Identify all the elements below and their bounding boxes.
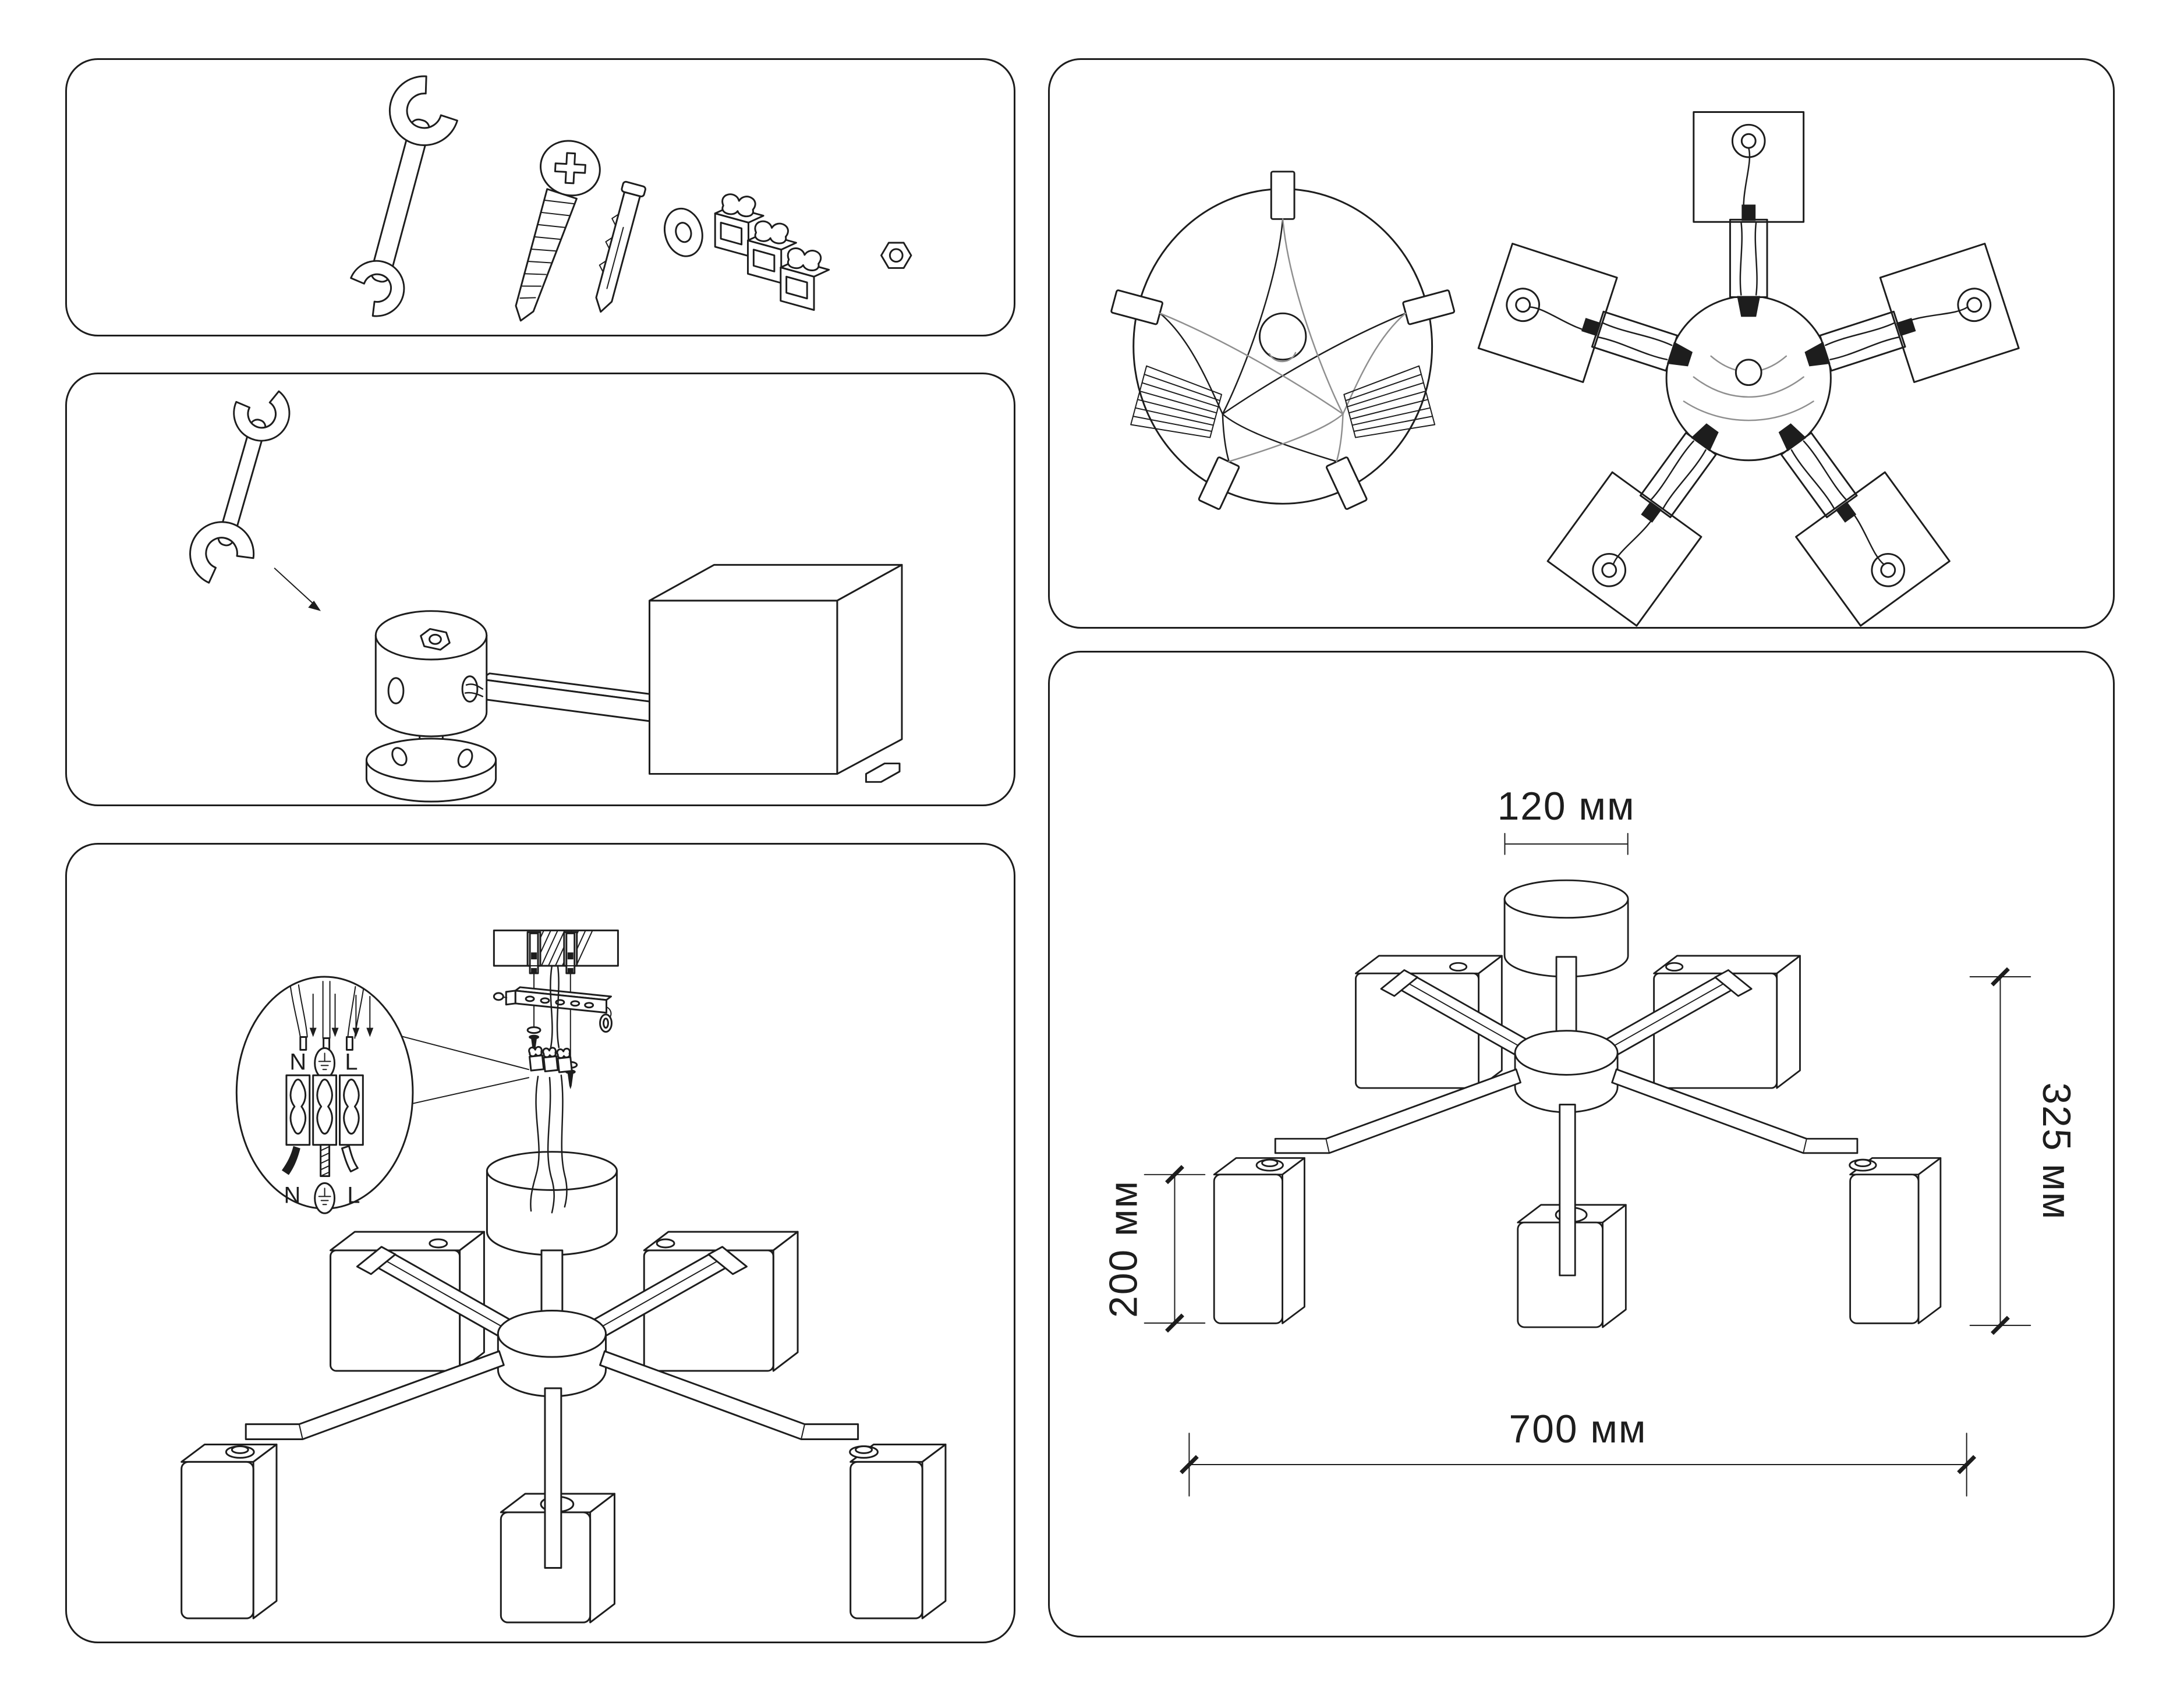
hub-cylinder-icon: [376, 611, 486, 736]
ground-symbol-bottom-icon: [315, 1183, 335, 1213]
screw-icon: [492, 133, 607, 330]
wire-routing-detail-circle: [1111, 172, 1454, 510]
hub-center-hole: [1259, 313, 1306, 360]
terminal-cells: [286, 1075, 363, 1144]
label-line-bottom: L: [347, 1182, 360, 1208]
dimension-fixture-height: [1970, 969, 2079, 1334]
ground-symbol-top-icon: [315, 1048, 335, 1078]
wrench-icon: [321, 61, 473, 329]
chandelier-illustration: [1214, 880, 1941, 1327]
dimension-fixture-height-label: 325 мм: [2034, 1082, 2079, 1221]
cube-shade-icon: [649, 565, 901, 782]
panel-hardware: [65, 58, 1015, 336]
dimensions-illustration: [1050, 653, 2113, 1636]
lamp-arm-icon: [480, 673, 664, 722]
wiring-detail-circle: [236, 977, 413, 1213]
wire-ground-hatched: [321, 1145, 330, 1176]
ceiling-canopy-icon: [366, 729, 495, 802]
label-neutral-top: N: [289, 1049, 307, 1075]
panel-wire-routing: [1048, 58, 2115, 629]
leader-lines: [400, 1036, 529, 1104]
pointer-arrow-icon: [275, 568, 321, 611]
washer-icon: [660, 204, 708, 260]
top-view-five-arms: [1478, 112, 2019, 626]
dimension-canopy-width-label: 120 мм: [1497, 784, 1636, 828]
terminal-block-icon: [529, 1044, 572, 1075]
wire-routing-illustration: [1050, 60, 2113, 627]
canopy-cup: [487, 1152, 617, 1255]
dimension-shade-height: [1102, 1167, 1205, 1331]
wiring-illustration: [67, 845, 1014, 1642]
wall-anchor-icon: [564, 932, 577, 973]
dimension-fixture-width-label: 700 мм: [1509, 1408, 1647, 1452]
panel-hub-assembly: [65, 373, 1015, 806]
panel-dimensions: [1048, 651, 2115, 1637]
chandelier-illustration: [182, 1232, 946, 1622]
terminal-block-icon: [715, 193, 829, 310]
label-neutral-bottom: N: [284, 1182, 301, 1208]
dimension-shade-height-label: 200 мм: [1102, 1179, 1146, 1318]
ceiling-slab: [494, 930, 618, 973]
dimension-fixture-width: [1181, 1408, 1974, 1496]
hub-assembly-illustration: [67, 374, 1014, 804]
wrench-icon: [169, 374, 306, 598]
dimension-canopy-width: [1498, 785, 1636, 855]
hardware-illustration: [67, 60, 1014, 335]
hex-nut-icon: [882, 243, 911, 268]
wall-anchor-icon: [588, 180, 646, 314]
wall-anchor-icon: [528, 932, 540, 973]
panel-wiring: [65, 843, 1015, 1643]
label-line-top: L: [345, 1049, 358, 1075]
